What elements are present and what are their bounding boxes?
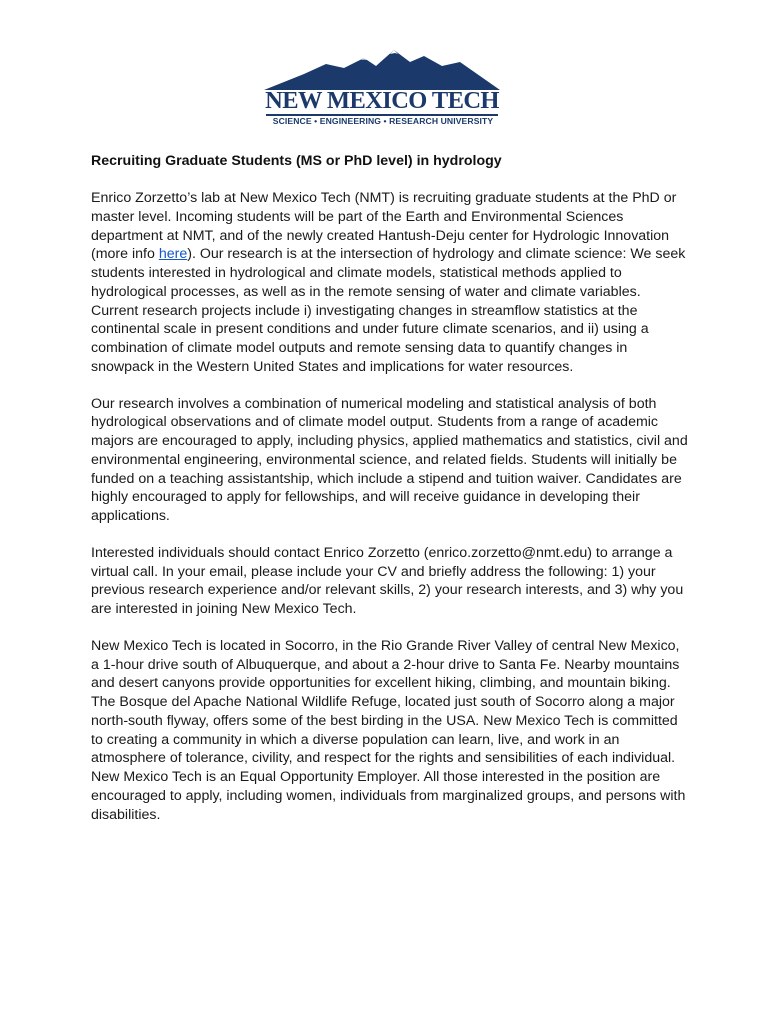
paragraph-research: Our research involves a combination of numerical modeling and statistical analysis of both hydrological observations and of climate model output. Students from a range of academic majors are encouraged to apply, including physics, applied mathematics and statistics, civil and environmental engineering, environmental science, and related fields. Students will initially be funded on a teaching assistantship, which include a stipend and tuition waiver. Candidates are highly encouraged to apply for fellowships, and will receive guidance in developing their applications. bbox=[91, 395, 688, 524]
mountains-icon bbox=[264, 50, 500, 90]
paragraph-intro bbox=[91, 189, 691, 377]
document-body bbox=[91, 152, 691, 824]
logo-tagline: SCIENCE • ENGINEERING • RESEARCH UNIVERSITY bbox=[272, 116, 494, 126]
paragraph-location: New Mexico Tech is located in Socorro, in the Rio Grande River Valley of central New Mexico, a 1-hour drive south of Albuquerque, and about a 2-hour drive to Santa Fe. Nearby mountains and desert canyons provide opportunities for excellent hiking, climbing, and mountain biking. The Bosque del Apache National Wildlife Refuge, located just south of Socorro along a major north-south flyway, offers some of the best birding in the USA. New Mexico Tech is committed to creating a community in which a diverse population can learn, live, and work in an atmosphere of tolerance, civility, and respect for the rights and sensibilities of each individual. New Mexico Tech is an Equal Opportunity Employer. All those interested in the position are encouraged to apply, including women, individuals from marginalized groups, and persons with disabilities. bbox=[91, 637, 686, 823]
nmt-logo bbox=[264, 50, 504, 128]
paragraph-contact: Interested individuals should contact Enrico Zorzetto (enrico.zorzetto@nmt.edu) to arrange a virtual call. In your email, please include your CV and briefly address the following: 1) your previous research experience and/or relevant skills, 2) your research interests, and 3) why you are interested in joining New Mexico Tech. bbox=[91, 544, 684, 617]
paragraph-intro-text-start: Enrico Zorzetto’s lab at New Mexico Tech (NMT) is recruiting graduate students at the PhD or master level. Incoming students will be part of the Earth and Environmental Sciences department at NMT, and of the newly created Hantush-Deju center for Hydrologic Innovation (more info bbox=[91, 190, 677, 263]
page-title: Recruiting Graduate Students (MS or PhD level) in hydrology bbox=[91, 153, 502, 169]
more-info-link[interactable]: here bbox=[158, 246, 188, 263]
paragraph-intro-text-end: ). Our research is at the intersection of hydrology and climate science: We seek students interested in hydrological and climate models, statistical methods applied to hydrological processes, as well as in the remote sensing of water and climate variables. Current research projects include i) investigating changes in streamflow statistics at the continental scale in present conditions and under future climate scenarios, and ii) using a combination of climate model outputs and remote sensing data to quantify changes in snowpack in the Western United States and implications for water resources. bbox=[91, 246, 686, 375]
logo-name: NEW MEXICO TECH bbox=[265, 87, 499, 114]
